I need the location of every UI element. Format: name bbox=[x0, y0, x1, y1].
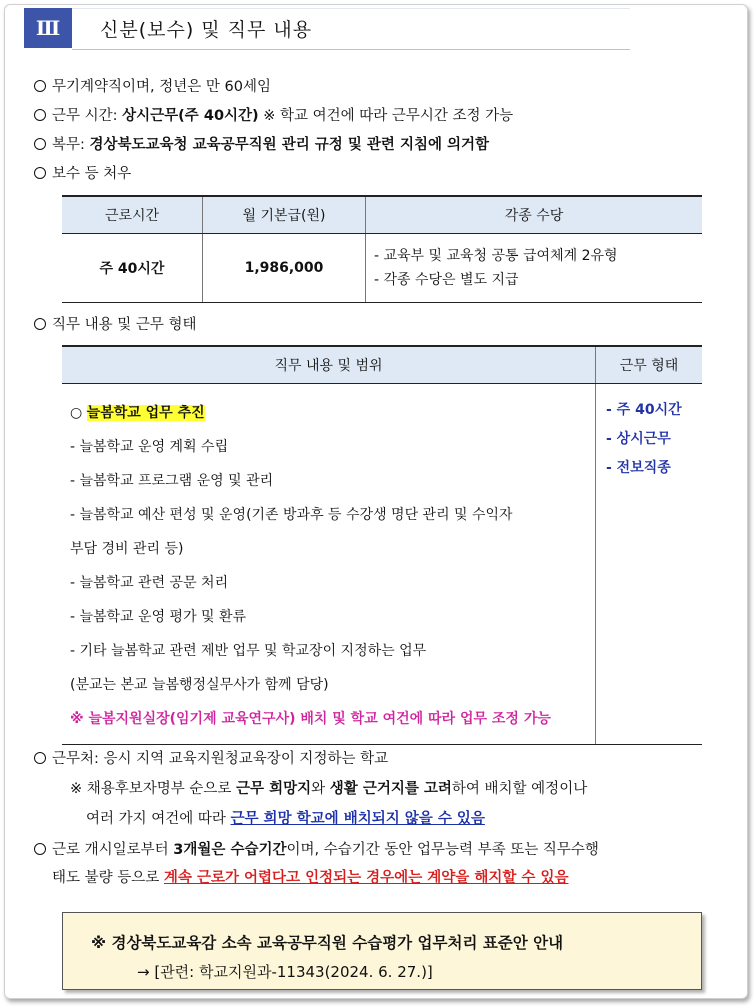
circle-bullet-icon bbox=[34, 843, 46, 855]
workplace-note-line1: ※ 채용후보자명부 순으로 근무 희망지와 생활 근거지를 고려하여 배치할 예정이나 bbox=[70, 781, 588, 797]
job-form-cell bbox=[596, 384, 703, 745]
circle-bullet-icon bbox=[34, 318, 46, 330]
pay-salary-cell: 1,986,000 bbox=[203, 234, 366, 303]
job-item: (분교는 본교 늘봄행정실무사가 함께 담당) bbox=[70, 677, 329, 693]
reference-title: ※ 경상북도교육감 소속 교육공무직원 수습평가 업무처리 표준안 안내 bbox=[91, 934, 564, 952]
bullet-job: 직무 내용 및 근무 형태 bbox=[34, 315, 197, 335]
job-adjust-note: ※ 늘봄지원실장(임기제 교육연구사) 배치 및 학교 여건에 따라 업무 조정 가능 bbox=[70, 711, 551, 727]
job-duties-cell bbox=[62, 384, 596, 745]
bullet-probation: 근로 개시일로부터 3개월은 수습기간이며, 수습기간 동안 업무능력 부족 또는 직무수행 bbox=[34, 840, 599, 860]
workplace-note-line2: 여러 가지 여건에 따라 근무 희망 학교에 배치되지 않을 수 있음 bbox=[86, 811, 485, 827]
job-item: - 늘봄학교 운영 계획 수립 bbox=[70, 439, 229, 455]
circle-bullet-icon bbox=[34, 752, 46, 764]
work-form-item: - 전보직종 bbox=[606, 460, 671, 476]
pay-hours-cell: 주 40시간 bbox=[62, 234, 203, 303]
circle-bullet-icon bbox=[34, 138, 46, 150]
section-number-badge: Ⅲ bbox=[24, 8, 72, 48]
section-title: 신분(보수) 및 직무 내용 bbox=[100, 19, 313, 41]
circle-bullet-icon bbox=[34, 167, 46, 179]
bullet-contract: 무기계약직이며, 정년은 만 60세임 bbox=[34, 77, 271, 97]
pay-header-salary: 월 기본급(원) bbox=[203, 196, 366, 234]
circle-bullet-icon bbox=[34, 80, 46, 92]
job-item: - 늘봄학교 예산 편성 및 운영(기존 방과후 등 수강생 명단 관리 및 수익자 bbox=[70, 507, 513, 523]
pay-table bbox=[62, 195, 702, 303]
pay-header-hours: 근로시간 bbox=[62, 196, 203, 234]
pay-header-allowance: 각종 수당 bbox=[366, 196, 703, 234]
job-item: - 늘봄학교 관련 공문 처리 bbox=[70, 575, 229, 591]
pay-allowance-cell bbox=[366, 234, 703, 303]
job-header-form: 근무 형태 bbox=[596, 346, 703, 384]
job-item: - 기타 늘봄학교 관련 제반 업무 및 학교장이 지정하는 업무 bbox=[70, 643, 427, 659]
bullet-workplace: 근무처: 응시 지역 교육지원청교육장이 지정하는 학교 bbox=[34, 749, 388, 769]
job-item: 부담 경비 관리 등) bbox=[70, 541, 184, 557]
reference-box bbox=[62, 912, 702, 990]
bullet-duty: 복무: 경상북도교육청 교육공무직원 관리 규정 및 관련 지침에 의거함 bbox=[34, 135, 489, 155]
work-form-item: - 주 40시간 bbox=[606, 402, 682, 418]
section-top-line bbox=[72, 8, 630, 9]
allowance-line: - 교육부 및 교육청 공통 급여체계 2유형 bbox=[374, 248, 618, 264]
job-item: - 늘봄학교 프로그램 운영 및 관리 bbox=[70, 473, 274, 489]
bullet-pay: 보수 등 처우 bbox=[34, 164, 131, 184]
job-header-scope: 직무 내용 및 범위 bbox=[62, 346, 596, 384]
job-item: - 늘봄학교 운영 평가 및 환류 bbox=[70, 609, 247, 625]
section-underline bbox=[72, 49, 630, 50]
circle-bullet-icon bbox=[34, 109, 46, 121]
reference-link-text: → [관련: 학교지원과-11343(2024. 6. 27.)] bbox=[137, 963, 433, 981]
job-table bbox=[62, 345, 702, 745]
work-form-item: - 상시근무 bbox=[606, 431, 671, 447]
probation-line2: 태도 불량 등으로 계속 근로가 어렵다고 인정되는 경우에는 계약을 해지할 수 있음 bbox=[52, 870, 569, 886]
allowance-line: - 각종 수당은 별도 지급 bbox=[374, 272, 519, 288]
bullet-hours: 근무 시간: 상시근무(주 40시간) ※ 학교 여건에 따라 근무시간 조정 가능 bbox=[34, 106, 513, 126]
job-main-item: ○ 늘봄학교 업무 추진 bbox=[70, 405, 205, 421]
